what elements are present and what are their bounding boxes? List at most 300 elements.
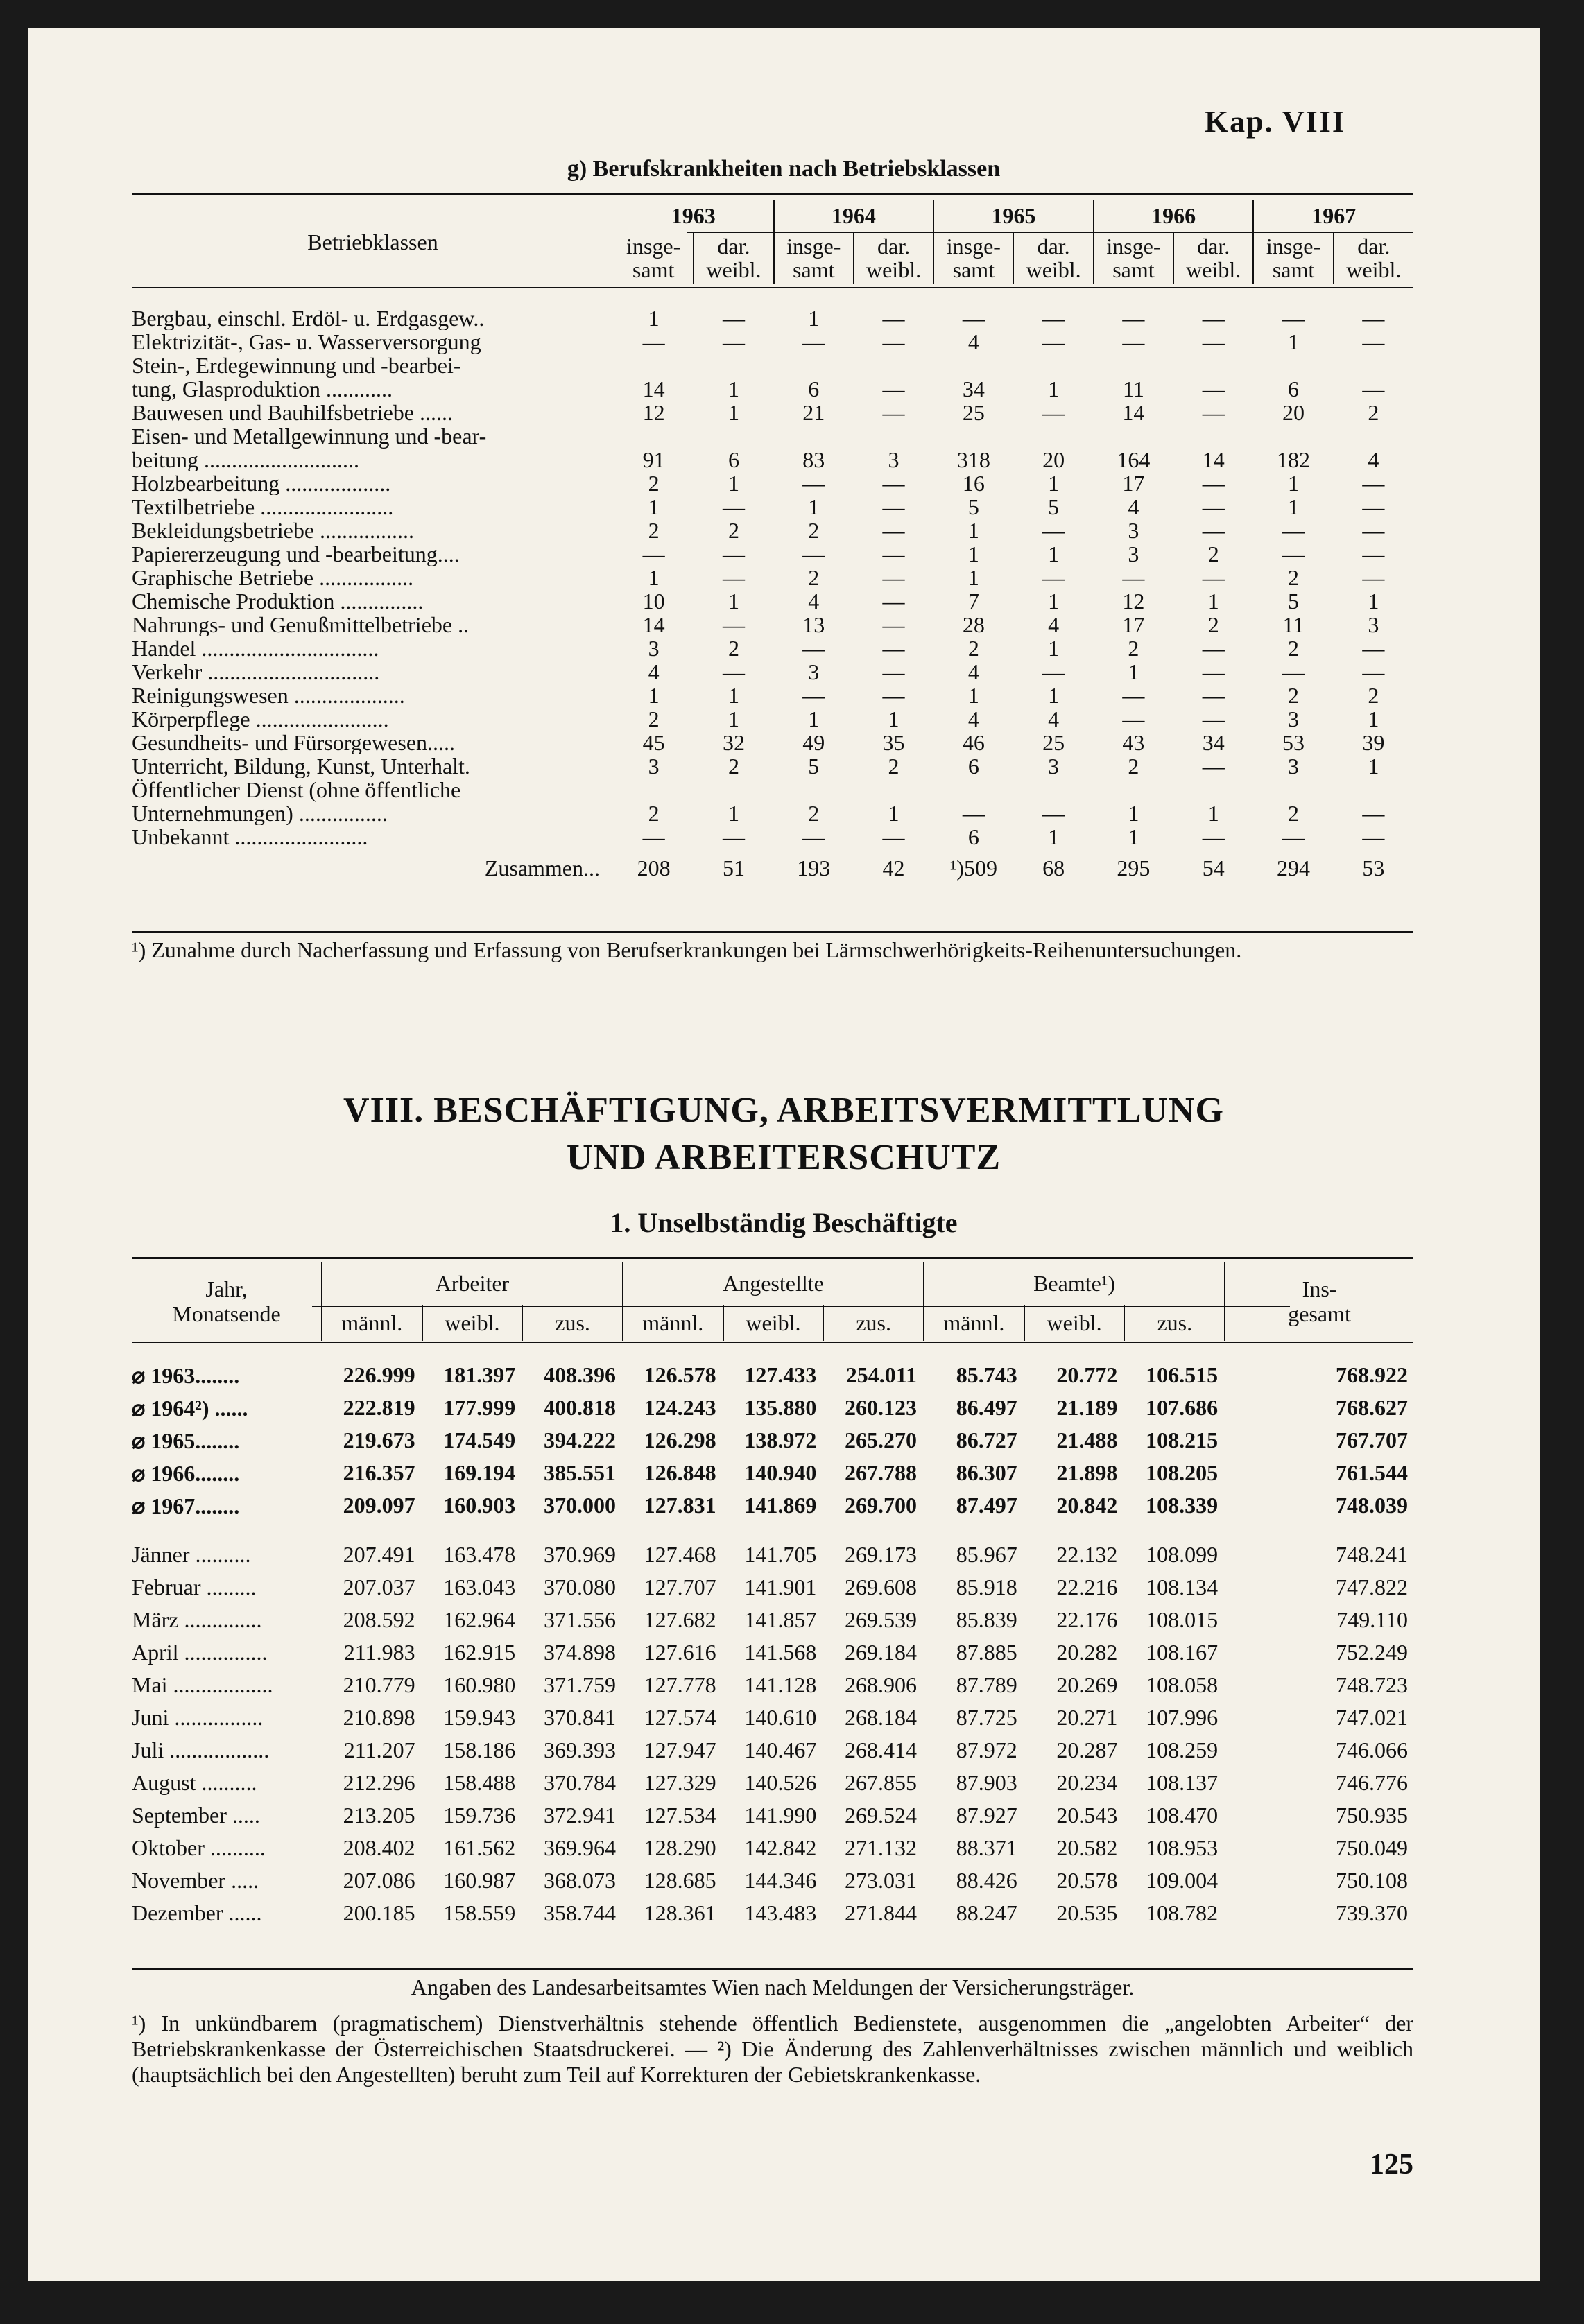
- cell: 1: [728, 684, 739, 707]
- cell: 2: [1128, 636, 1139, 660]
- cell: —: [722, 566, 745, 589]
- cell: 4: [648, 660, 660, 684]
- cell: 271.844: [845, 1900, 918, 1925]
- cell: 14: [1202, 447, 1225, 471]
- cell: —: [1202, 519, 1225, 542]
- table-row: [132, 401, 1413, 424]
- cell: 87.903: [956, 1770, 1017, 1795]
- cell: 226.999: [343, 1362, 415, 1387]
- cell: 6: [1288, 376, 1300, 401]
- cell: 1: [648, 495, 660, 519]
- cell: 746.776: [1336, 1770, 1408, 1795]
- cell: —: [1122, 566, 1145, 589]
- table-row: [132, 519, 1413, 542]
- rule: [312, 1306, 1290, 1307]
- cell: 141.990: [744, 1803, 817, 1828]
- total-cell: 294: [1277, 856, 1311, 881]
- row-label: Juli ..................: [132, 1737, 270, 1762]
- table-row: [132, 1489, 1413, 1522]
- cell: 11: [1123, 376, 1144, 401]
- cell: 2: [1128, 754, 1139, 778]
- cell: —: [1202, 306, 1225, 330]
- cell: 162.964: [443, 1607, 516, 1632]
- cell: —: [1362, 801, 1385, 825]
- cell: 207.491: [343, 1542, 415, 1567]
- cell: 128.290: [644, 1835, 716, 1860]
- cell: 3: [808, 660, 820, 684]
- cell: 370.080: [543, 1575, 616, 1599]
- cell: 6: [808, 376, 820, 401]
- table-row: [132, 1457, 1413, 1489]
- cell: 14: [1122, 401, 1145, 424]
- cell: 128.685: [644, 1868, 716, 1893]
- row-label: November .....: [132, 1868, 259, 1893]
- subheader-female: dar. weibl.: [1013, 232, 1093, 284]
- cell: 142.842: [744, 1835, 817, 1860]
- cell: 208.592: [343, 1607, 415, 1632]
- cell: 2: [728, 754, 739, 778]
- cell: —: [1202, 471, 1225, 495]
- row-label: Juni ................: [132, 1705, 264, 1730]
- row-label: Öffentlicher Dienst (ohne öffentliche Unternehmungen) ................: [132, 778, 461, 825]
- rule: [132, 931, 1413, 933]
- cell: 5: [808, 754, 820, 778]
- subheader-total: insge- samt: [626, 234, 681, 282]
- cell: 1: [808, 707, 820, 731]
- cell: 1: [1128, 660, 1139, 684]
- cell: 21.189: [1056, 1395, 1118, 1420]
- table-row: [132, 825, 1413, 849]
- cell: 372.941: [543, 1803, 616, 1828]
- cell: 83: [802, 447, 825, 471]
- cell: —: [722, 825, 745, 849]
- cell: 750.935: [1336, 1803, 1408, 1828]
- cell: 1: [728, 707, 739, 731]
- cell: 109.004: [1146, 1868, 1219, 1893]
- cell: —: [1202, 754, 1225, 778]
- cell: —: [882, 684, 905, 707]
- table-1-body: [132, 1359, 1413, 1930]
- table-row: [132, 1734, 1413, 1767]
- cell: 87.725: [956, 1705, 1017, 1730]
- cell: 20.282: [1056, 1640, 1118, 1665]
- cell: 53: [1282, 731, 1305, 754]
- cell: 1: [967, 519, 979, 542]
- group-header: Angestellte: [623, 1262, 924, 1305]
- cell: —: [802, 330, 825, 354]
- cell: 16: [962, 471, 985, 495]
- row-label: Oktober ..........: [132, 1835, 266, 1860]
- cell: —: [1042, 660, 1065, 684]
- cell: 3: [1368, 613, 1379, 636]
- cell: 2: [648, 801, 660, 825]
- cell: 85.743: [956, 1362, 1017, 1387]
- cell: 1: [808, 495, 820, 519]
- row-label: Körperpflege ........................: [132, 707, 389, 731]
- subheader-total: insge- samt: [1253, 232, 1333, 284]
- cell: 160.903: [443, 1493, 516, 1518]
- total-cell: 295: [1117, 856, 1151, 881]
- cell: 3: [1048, 754, 1060, 778]
- row-header: Betriebklassen: [307, 229, 438, 254]
- cell: 747.021: [1336, 1705, 1408, 1730]
- section-title-line1: VIII. BESCHÄFTIGUNG, ARBEITSVERMITTLUNG: [343, 1091, 1224, 1130]
- table-row: [132, 684, 1413, 707]
- cell: —: [1362, 825, 1385, 849]
- cell: 267.788: [845, 1460, 918, 1485]
- col-first-header: Jahr, Monatsende: [172, 1276, 281, 1326]
- cell: 127.329: [644, 1770, 716, 1795]
- row-label: Mai ..................: [132, 1672, 273, 1697]
- cell: —: [1042, 519, 1065, 542]
- table-row: [132, 495, 1413, 519]
- total-cell: 53: [1362, 856, 1385, 881]
- cell: 2: [648, 707, 660, 731]
- cell: 86.307: [956, 1460, 1017, 1485]
- cell: 210.779: [343, 1672, 415, 1697]
- cell: 140.526: [744, 1770, 817, 1795]
- table-row: [132, 1799, 1413, 1832]
- subheader: zus.: [522, 1305, 623, 1341]
- cell: 768.922: [1336, 1362, 1408, 1387]
- table-row: [132, 613, 1413, 636]
- cell: 108.015: [1146, 1607, 1219, 1632]
- cell: 87.789: [956, 1672, 1017, 1697]
- cell: 174.549: [443, 1428, 516, 1452]
- subheader-total: insge- samt: [933, 232, 1013, 284]
- table-row: [132, 707, 1413, 731]
- cell: 1: [1288, 330, 1300, 354]
- cell: —: [1042, 306, 1065, 330]
- cell: —: [1362, 636, 1385, 660]
- cell: —: [1362, 566, 1385, 589]
- table-g-title: g) Berufskrankheiten nach Betriebsklassen: [567, 156, 1001, 182]
- cell: —: [1202, 566, 1225, 589]
- cell: 4: [967, 330, 979, 354]
- cell: 107.686: [1146, 1395, 1219, 1420]
- cell: 14: [642, 376, 665, 401]
- cell: 269.608: [845, 1575, 918, 1599]
- cell: 1: [1048, 542, 1060, 566]
- cell: 2: [1288, 684, 1300, 707]
- cell: 273.031: [845, 1868, 918, 1893]
- cell: 17: [1122, 613, 1145, 636]
- total-cell: 193: [797, 856, 831, 881]
- cell: 138.972: [744, 1428, 817, 1452]
- cell: 368.073: [543, 1868, 616, 1893]
- cell: 20.582: [1056, 1835, 1118, 1860]
- cell: 12: [1122, 589, 1145, 613]
- table-row: [132, 1636, 1413, 1669]
- cell: —: [882, 519, 905, 542]
- cell: —: [722, 330, 745, 354]
- year-header: 1963: [671, 202, 716, 228]
- subheader: männl.: [322, 1305, 422, 1341]
- cell: 20.772: [1056, 1362, 1118, 1387]
- row-label: März ..............: [132, 1607, 262, 1632]
- cell: —: [882, 825, 905, 849]
- cell: 160.980: [443, 1672, 516, 1697]
- cell: 14: [642, 613, 665, 636]
- cell: 739.370: [1336, 1900, 1408, 1925]
- cell: 6: [967, 825, 979, 849]
- cell: —: [1122, 330, 1145, 354]
- cell: 260.123: [845, 1395, 918, 1420]
- cell: 1: [728, 801, 739, 825]
- cell: 127.682: [644, 1607, 716, 1632]
- cell: 140.467: [744, 1737, 817, 1762]
- cell: 21.488: [1056, 1428, 1118, 1452]
- cell: —: [1202, 401, 1225, 424]
- total-cell: 42: [882, 856, 905, 881]
- cell: 269.173: [845, 1542, 918, 1567]
- cell: 87.497: [956, 1493, 1017, 1518]
- cell: 269.539: [845, 1607, 918, 1632]
- cell: 768.627: [1336, 1395, 1408, 1420]
- cell: 1: [1207, 589, 1219, 613]
- subheader: weibl.: [1024, 1305, 1125, 1341]
- cell: 21.898: [1056, 1460, 1118, 1485]
- cell: —: [882, 566, 905, 589]
- table-row: [132, 354, 1413, 401]
- subheader-total: insge- samt: [1094, 232, 1173, 284]
- cell: 127.778: [644, 1672, 716, 1697]
- cell: 182: [1277, 447, 1311, 471]
- cell: 87.927: [956, 1803, 1017, 1828]
- cell: 158.488: [443, 1770, 516, 1795]
- row-label: ⌀ 1963........: [132, 1362, 240, 1388]
- cell: 162.915: [443, 1640, 516, 1665]
- cell: 1: [967, 542, 979, 566]
- cell: 210.898: [343, 1705, 415, 1730]
- cell: 49: [802, 731, 825, 754]
- cell: —: [1122, 684, 1145, 707]
- cell: 1: [967, 566, 979, 589]
- cell: 2: [808, 566, 820, 589]
- cell: 371.556: [543, 1607, 616, 1632]
- cell: —: [1202, 660, 1225, 684]
- cell: 141.128: [744, 1672, 817, 1697]
- cell: 161.562: [443, 1835, 516, 1860]
- row-label: Textilbetriebe ........................: [132, 495, 394, 519]
- cell: 144.346: [744, 1868, 817, 1893]
- cell: 749.110: [1336, 1607, 1408, 1632]
- cell: 128.361: [644, 1900, 716, 1925]
- subheader-female: dar. weibl.: [1173, 232, 1253, 284]
- cell: 22.216: [1056, 1575, 1118, 1599]
- cell: 34: [962, 376, 985, 401]
- row-label: Holzbearbeitung ...................: [132, 471, 391, 495]
- cell: 169.194: [443, 1460, 516, 1485]
- cell: 2: [648, 471, 660, 495]
- cell: 86.727: [956, 1428, 1017, 1452]
- cell: —: [882, 636, 905, 660]
- subheader: männl.: [924, 1305, 1024, 1341]
- cell: 2: [808, 519, 820, 542]
- cell: 1: [1368, 754, 1379, 778]
- cell: 2: [1368, 401, 1379, 424]
- cell: 4: [967, 660, 979, 684]
- table-row: [132, 542, 1413, 566]
- cell: 108.953: [1146, 1835, 1219, 1860]
- cell: 752.249: [1336, 1640, 1408, 1665]
- cell: —: [722, 613, 745, 636]
- table-row: [132, 1832, 1413, 1864]
- cell: 5: [967, 495, 979, 519]
- table-1-footnote: ¹) In unkündbarem (pragmatischem) Dienstverhältnis stehende öffentlich Bedienstete, ausgenommen die „angelobten Arbeiter“ der Betriebskrankenkasse der Österreichischen Staatsdruckerei. — ²) Die Änderung des Zahlenverhältnisses zwischen männlich und weiblich (hauptsächlich bei den Angestellten) beruht zum Teil auf Korrekturen der Gebietskrankenkasse.: [132, 2011, 1413, 2087]
- row-label: Jänner ..........: [132, 1542, 251, 1567]
- cell: 1: [888, 707, 899, 731]
- table-row: [132, 330, 1413, 354]
- cell: —: [722, 306, 745, 330]
- total-cell: 68: [1042, 856, 1065, 881]
- cell: 12: [642, 401, 665, 424]
- cell: 135.880: [744, 1395, 817, 1420]
- cell: 108.339: [1146, 1493, 1219, 1518]
- row-label: April ...............: [132, 1640, 268, 1665]
- row-label: ⌀ 1966........: [132, 1460, 240, 1486]
- cell: 143.483: [744, 1900, 817, 1925]
- cell: —: [1202, 330, 1225, 354]
- cell: 20.578: [1056, 1868, 1118, 1893]
- table-row: [132, 1424, 1413, 1457]
- rule: [132, 1968, 1413, 1970]
- cell: 127.616: [644, 1640, 716, 1665]
- cell: 265.270: [845, 1428, 918, 1452]
- row-label: Bekleidungsbetriebe .................: [132, 519, 415, 542]
- cell: 106.515: [1146, 1362, 1219, 1387]
- cell: 43: [1122, 731, 1145, 754]
- subheader: männl.: [623, 1305, 723, 1341]
- chapter-label: Kap. VIII: [1204, 105, 1345, 139]
- cell: —: [802, 636, 825, 660]
- total-row: [132, 849, 1413, 887]
- total-label: Zusammen...: [484, 856, 600, 881]
- table-row: [132, 636, 1413, 660]
- cell: 746.066: [1336, 1737, 1408, 1762]
- cell: 268.184: [845, 1705, 918, 1730]
- cell: 269.700: [845, 1493, 918, 1518]
- table-row: [132, 306, 1413, 330]
- cell: 140.940: [744, 1460, 817, 1485]
- cell: 268.414: [845, 1737, 918, 1762]
- table-row: [132, 778, 1413, 825]
- row-label: Graphische Betriebe .................: [132, 566, 414, 589]
- cell: —: [722, 542, 745, 566]
- cell: 269.184: [845, 1640, 918, 1665]
- cell: 126.298: [644, 1428, 716, 1452]
- cell: 108.099: [1146, 1542, 1219, 1567]
- cell: 141.857: [744, 1607, 817, 1632]
- table-row: [132, 1538, 1413, 1571]
- cell: 140.610: [744, 1705, 817, 1730]
- cell: —: [1362, 495, 1385, 519]
- cell: 2: [1288, 801, 1300, 825]
- cell: 374.898: [543, 1640, 616, 1665]
- cell: 6: [967, 754, 979, 778]
- cell: 25: [962, 401, 985, 424]
- cell: 21: [802, 401, 825, 424]
- cell: 268.906: [845, 1672, 918, 1697]
- table-row: [132, 1897, 1413, 1930]
- section-subtitle: 1. Unselbständig Beschäftigte: [610, 1207, 958, 1238]
- cell: 1: [1288, 471, 1300, 495]
- cell: 750.108: [1336, 1868, 1408, 1893]
- group-header: Beamte¹): [924, 1262, 1225, 1305]
- cell: 5: [1288, 589, 1300, 613]
- cell: 141.705: [744, 1542, 817, 1567]
- cell: 369.393: [543, 1737, 616, 1762]
- cell: 369.964: [543, 1835, 616, 1860]
- cell: 127.707: [644, 1575, 716, 1599]
- cell: —: [1202, 495, 1225, 519]
- table-1-source: Angaben des Landesarbeitsamtes Wien nach Meldungen der Versicherungsträger.: [411, 1975, 1135, 2000]
- cell: 127.433: [744, 1362, 817, 1387]
- table-row: [132, 1604, 1413, 1636]
- year-header: 1966: [1094, 200, 1254, 232]
- cell: 2: [1368, 684, 1379, 707]
- cell: 1: [728, 589, 739, 613]
- cell: —: [962, 801, 985, 825]
- cell: 1: [1128, 801, 1139, 825]
- cell: 13: [802, 613, 825, 636]
- table-row: [132, 731, 1413, 754]
- cell: 158.559: [443, 1900, 516, 1925]
- cell: 127.468: [644, 1542, 716, 1567]
- cell: 216.357: [343, 1460, 415, 1485]
- cell: 2: [648, 519, 660, 542]
- cell: 2: [728, 519, 739, 542]
- cell: —: [1122, 306, 1145, 330]
- cell: —: [1202, 376, 1225, 401]
- subheader: zus.: [1124, 1305, 1225, 1341]
- cell: —: [1362, 376, 1385, 401]
- cell: 159.736: [443, 1803, 516, 1828]
- cell: 85.839: [956, 1607, 1017, 1632]
- row-label: Dezember ......: [132, 1900, 262, 1925]
- total-header: Ins- gesamt: [1225, 1262, 1413, 1341]
- total-cell: 51: [722, 856, 745, 881]
- cell: 108.259: [1146, 1737, 1219, 1762]
- cell: —: [802, 542, 825, 566]
- cell: 163.478: [443, 1542, 516, 1567]
- cell: 7: [967, 589, 979, 613]
- cell: 761.544: [1336, 1460, 1408, 1485]
- cell: 1: [728, 401, 739, 424]
- cell: 748.241: [1336, 1542, 1408, 1567]
- cell: 1: [1288, 495, 1300, 519]
- row-label: ⌀ 1964²) ......: [132, 1395, 248, 1421]
- cell: 767.707: [1336, 1428, 1408, 1452]
- row-label: August ..........: [132, 1770, 257, 1795]
- row-label: Eisen- und Metallgewinnung und -bear- beitung ............................: [132, 424, 487, 471]
- cell: 400.818: [543, 1395, 616, 1420]
- cell: 371.759: [543, 1672, 616, 1697]
- cell: 1: [1048, 471, 1060, 495]
- cell: —: [1362, 660, 1385, 684]
- cell: —: [882, 613, 905, 636]
- cell: 88.247: [956, 1900, 1017, 1925]
- cell: 141.568: [744, 1640, 817, 1665]
- cell: —: [1202, 684, 1225, 707]
- total-cell: ¹)509: [949, 856, 997, 881]
- cell: —: [722, 495, 745, 519]
- cell: —: [1362, 330, 1385, 354]
- cell: 177.999: [443, 1395, 516, 1420]
- cell: 1: [1128, 825, 1139, 849]
- cell: 4: [1048, 707, 1060, 731]
- cell: 88.371: [956, 1835, 1017, 1860]
